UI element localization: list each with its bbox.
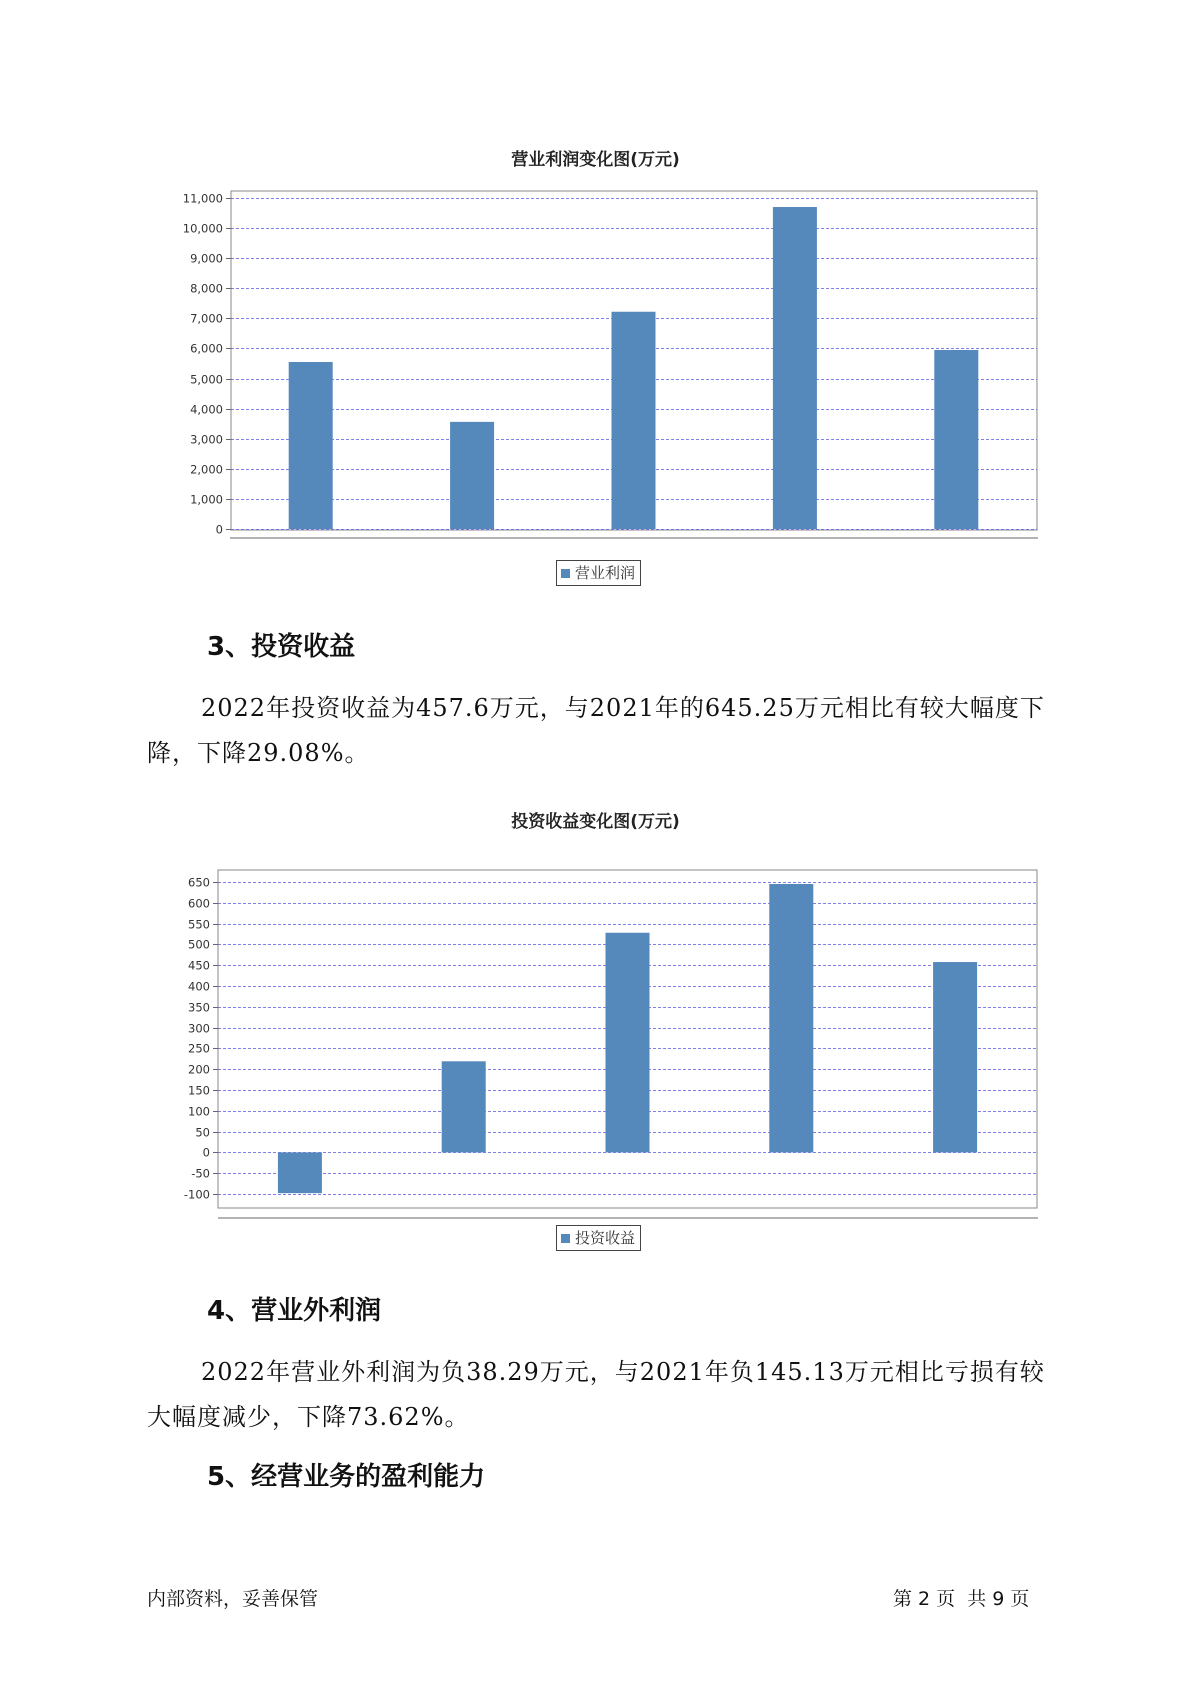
y-tick-label: 0 — [215, 522, 223, 537]
y-tick-label: 5,000 — [190, 372, 223, 387]
y-tick-label: 7,000 — [190, 311, 223, 326]
bar-2018年 — [289, 362, 333, 529]
y-tick-label: 200 — [188, 1062, 210, 1077]
y-tick-label: 50 — [195, 1125, 210, 1140]
section4-heading: 4、营业外利润 — [207, 1296, 382, 1326]
y-tick-label: 4,000 — [190, 402, 223, 417]
footer-page-number: 第 2 页 共 9 页 — [893, 1588, 1030, 1610]
bar-2020年 — [606, 933, 650, 1153]
y-tick-label: 8,000 — [190, 281, 223, 296]
y-tick-label: 600 — [188, 896, 210, 911]
y-tick-label: 400 — [188, 979, 210, 994]
bar-2022年 — [934, 350, 978, 529]
y-tick-label: 550 — [188, 917, 210, 932]
y-tick-label: 6,000 — [190, 341, 223, 356]
section5-heading: 5、经营业务的盈利能力 — [207, 1462, 486, 1492]
section4-paragraph: 2022年营业外利润为负38.29万元，与2021年负145.13万元相比亏损有较大幅度减少，下降73.62%。 — [147, 1358, 1045, 1431]
footer-left: 内部资料，妥善保管 — [147, 1588, 319, 1610]
chart2-legend-label: 投资收益 — [575, 1229, 636, 1247]
section3-heading: 3、投资收益 — [207, 632, 356, 662]
y-tick-label: 2,000 — [190, 462, 223, 477]
y-tick-label: 150 — [188, 1083, 210, 1098]
bar-2021年 — [773, 207, 817, 529]
chart1-legend — [556, 560, 641, 586]
bar-2019年 — [450, 422, 494, 529]
bar-2018年 — [278, 1152, 322, 1193]
chart2-title: 投资收益变化图(万元) — [511, 812, 680, 832]
y-tick-label: 100 — [188, 1104, 210, 1119]
section3-paragraph: 2022年投资收益为457.6万元，与2021年的645.25万元相比有较大幅度下降，下降29.08%。 — [147, 694, 1045, 767]
y-tick-label: 450 — [188, 958, 210, 973]
y-tick-label: 1,000 — [190, 492, 223, 507]
y-tick-label: -50 — [191, 1166, 210, 1181]
y-tick-label: 650 — [188, 875, 210, 890]
bar-2022年 — [933, 962, 977, 1152]
chart1-operating-profit — [0, 170, 1191, 540]
y-tick-label: 300 — [188, 1021, 210, 1036]
legend-swatch — [561, 569, 570, 578]
bar-2019年 — [442, 1061, 486, 1152]
bar-2021年 — [769, 884, 813, 1152]
y-tick-label: 0 — [202, 1145, 210, 1160]
y-tick-label: 250 — [188, 1041, 210, 1056]
y-tick-label: 350 — [188, 1000, 210, 1015]
chart2-legend — [556, 1225, 641, 1251]
chart2-investment-income — [0, 840, 1191, 1220]
y-tick-label: 11,000 — [182, 191, 223, 206]
y-tick-label: 3,000 — [190, 432, 223, 447]
bar-2020年 — [612, 312, 656, 529]
y-tick-label: 500 — [188, 937, 210, 952]
chart1-title: 营业利润变化图(万元) — [511, 150, 680, 170]
y-tick-label: -100 — [183, 1187, 210, 1202]
y-tick-label: 9,000 — [190, 251, 223, 266]
chart1-legend-label: 营业利润 — [575, 564, 636, 582]
y-tick-label: 10,000 — [182, 221, 223, 236]
legend-swatch — [561, 1234, 570, 1243]
